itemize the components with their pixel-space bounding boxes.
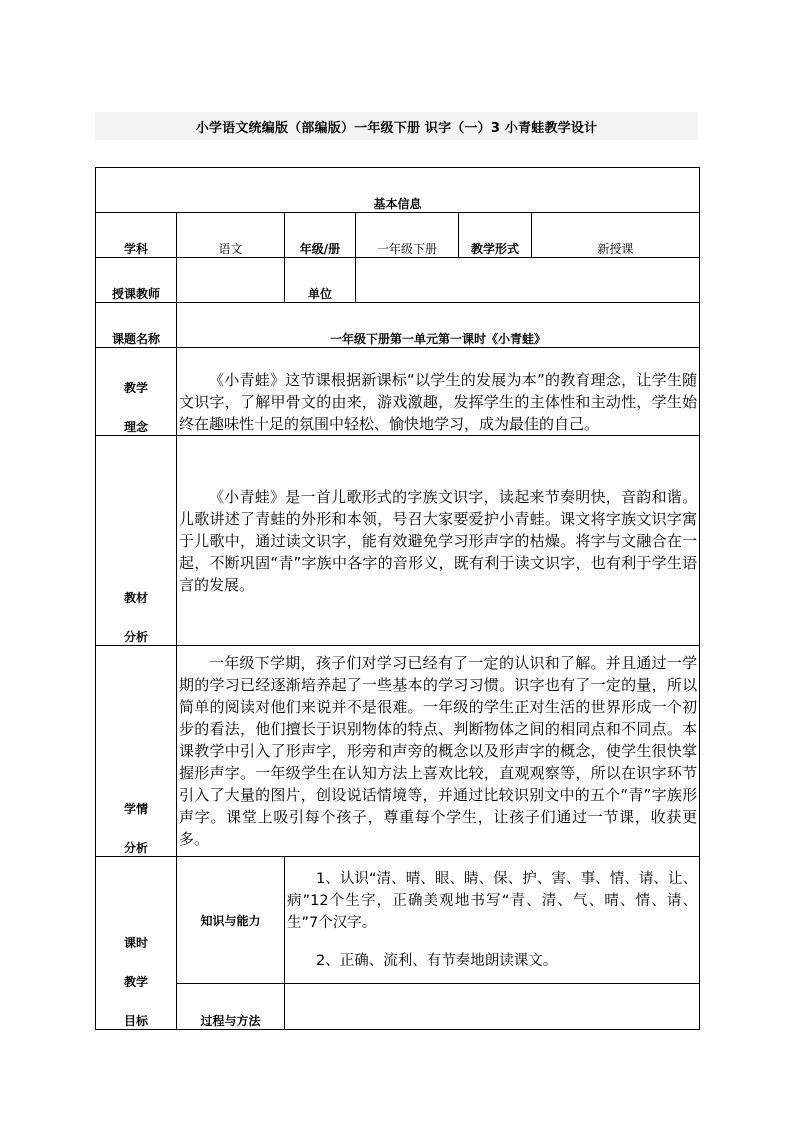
unit-value xyxy=(356,258,700,303)
document-title: 小学语文统编版（部编版）一年级下册 识字（一）3 小青蛙教学设计 xyxy=(195,121,598,136)
knowledge-text-2: 2、正确、流利、有节奏地朗读课文。 xyxy=(316,953,558,969)
concept-text: 《小青蛙》这节课根据新课标“以学生的发展为本”的教育理念，让学生随文识字，了解甲骨文的由来，游戏激趣，发挥学生的主体性和主动性，学生始终在趣味性十足的氛围中轻松、愉快地学习，成为最佳的自己。 xyxy=(179,371,698,433)
concept-label-line-2: 理念 xyxy=(123,420,148,434)
section-header: 基本信息 xyxy=(96,168,700,213)
row-material xyxy=(96,436,700,646)
concept-label-line-1: 教学 xyxy=(123,381,148,395)
row-topic xyxy=(96,303,700,348)
topic-value: 一年级下册第一单元第一课时《小青蛙》 xyxy=(177,303,700,348)
row-section-header xyxy=(96,168,700,213)
knowledge-label: 知识与能力 xyxy=(177,857,285,984)
process-label: 过程与方法 xyxy=(177,984,285,1030)
learner-label-line-2: 分析 xyxy=(123,841,148,855)
grade-label: 年级/册 xyxy=(285,213,356,258)
learner-text: 一年级下学期，孩子们对学习已经有了一定的认识和了解。并且通过一学期的学习已经逐渐培养起了一些基本的学习习惯。识字也有了一定的量，所以简单的阅读对他们来说并不是很难。一年级的学生正对生活的世界形成一个初步的看法，他们擅长于识别物体的特点、判断物体之间的相同点和不同点。本课教学中引入了形声字，形旁和声旁的概念以及形声字的概念，使学生很快掌握形声字。一年级学生在认知方法上喜欢比较，直观观察等，所以在识字环节引入了大量的图片，创设说话情境等，并通过比较识别文中的五个“青”字族形声字。课堂上吸引每个孩子，尊重每个学生，让孩子们通过一节课，收获更多。 xyxy=(179,654,698,848)
form-label: 教学形式 xyxy=(459,213,532,258)
goal-label xyxy=(96,857,177,1030)
teacher-label: 授课教师 xyxy=(96,258,177,303)
row-teacher xyxy=(96,258,700,303)
material-cell xyxy=(177,436,700,646)
knowledge-cell xyxy=(285,857,700,984)
row-subject xyxy=(96,213,700,258)
concept-label xyxy=(96,348,177,436)
material-text: 《小青蛙》是一首儿歌形式的字族文识字，读起来节奏明快，音韵和谐。儿歌讲述了青蛙的外形和本领，号召大家要爱护小青蛙。课文将字族文识字寓于儿歌中，通过读文识字，能有效避免学习形声字的枯燥。将字与文融合在一起，不断巩固“青”字族中各字的音形义，既有利于读文识字，也有利于学生语言的发展。 xyxy=(179,487,698,594)
material-label xyxy=(96,436,177,646)
material-label-line-1: 教材 xyxy=(123,591,148,605)
unit-label: 单位 xyxy=(285,258,356,303)
goal-label-line-3: 目标 xyxy=(123,1014,148,1028)
concept-cell xyxy=(177,348,700,436)
process-value xyxy=(285,984,700,1030)
learner-label xyxy=(96,646,177,857)
topic-label: 课题名称 xyxy=(96,303,177,348)
teacher-value xyxy=(177,258,285,303)
goal-label-line-2: 教学 xyxy=(123,975,148,989)
material-label-line-2: 分析 xyxy=(123,630,148,644)
subject-label: 学科 xyxy=(96,213,177,258)
learner-cell xyxy=(177,646,700,857)
row-learner xyxy=(96,646,700,857)
grade-value: 一年级下册 xyxy=(356,213,459,258)
subject-value: 语文 xyxy=(177,213,285,258)
row-concept xyxy=(96,348,700,436)
form-value: 新授课 xyxy=(532,213,700,258)
learner-label-line-1: 学情 xyxy=(123,802,148,816)
goal-label-line-1: 课时 xyxy=(123,936,148,950)
lesson-info-table xyxy=(95,167,700,1030)
knowledge-text-1: 1、认识“清、晴、眼、睛、保、护、害、事、情、请、让、病”12个生字，正确美观地书写“青、清、气、晴、情、请、生”7个汉字。 xyxy=(287,871,698,931)
row-goal-knowledge xyxy=(96,857,700,984)
row-goal-process xyxy=(96,984,700,1030)
